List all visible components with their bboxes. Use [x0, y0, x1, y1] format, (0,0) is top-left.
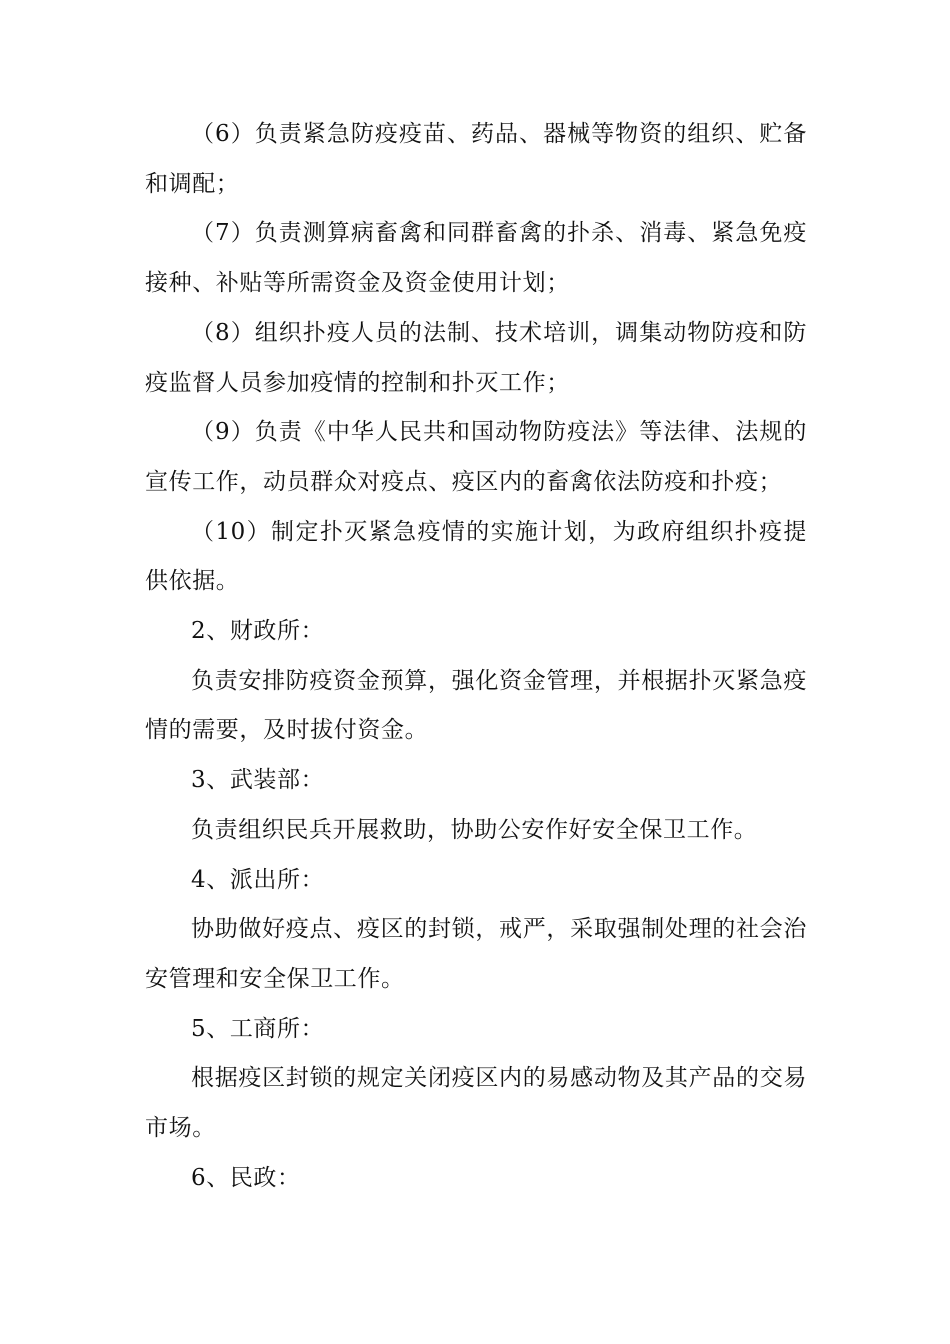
section-heading-armed-forces: 3、武装部： [191, 767, 325, 794]
paragraph-item-10: （10）制定扑灭紧急疫情的实施计划，为政府组织扑疫提供依据。 [145, 518, 807, 595]
paragraph-item-6: （6）负责紧急防疫疫苗、药品、器械等物资的组织、贮备和调配； [145, 121, 807, 197]
document-body [145, 110, 807, 1203]
section-heading-commerce: 5、工商所： [191, 1015, 325, 1042]
section-body-finance: 负责安排防疫资金预算，强化资金管理，并根据扑灭紧急疫情的需要，及时拔付资金。 [145, 667, 807, 744]
section-heading-civil-affairs: 6、民政： [191, 1164, 301, 1191]
paragraph-item-9: （9）负责《中华人民共和国动物防疫法》等法律、法规的宣传工作，动员群众对疫点、疫区内的畜禽依法防疫和扑疫； [145, 419, 807, 495]
paragraph-item-8: （8）组织扑疫人员的法制、技术培训，调集动物防疫和防疫监督人员参加疫情的控制和扑灭工作； [145, 319, 807, 396]
section-heading-finance: 2、财政所： [191, 618, 325, 645]
section-heading-police: 4、派出所： [191, 866, 325, 893]
paragraph-item-7: （7）负责测算病畜禽和同群畜禽的扑杀、消毒、紧急免疫接种、补贴等所需资金及资金使用计划； [145, 220, 807, 297]
section-body-commerce: 根据疫区封锁的规定关闭疫区内的易感动物及其产品的交易市场。 [145, 1065, 807, 1142]
section-body-police: 协助做好疫点、疫区的封锁，戒严，采取强制处理的社会治安管理和安全保卫工作。 [145, 916, 807, 992]
section-body-armed-forces: 负责组织民兵开展救助，协助公安作好安全保卫工作。 [191, 816, 758, 843]
